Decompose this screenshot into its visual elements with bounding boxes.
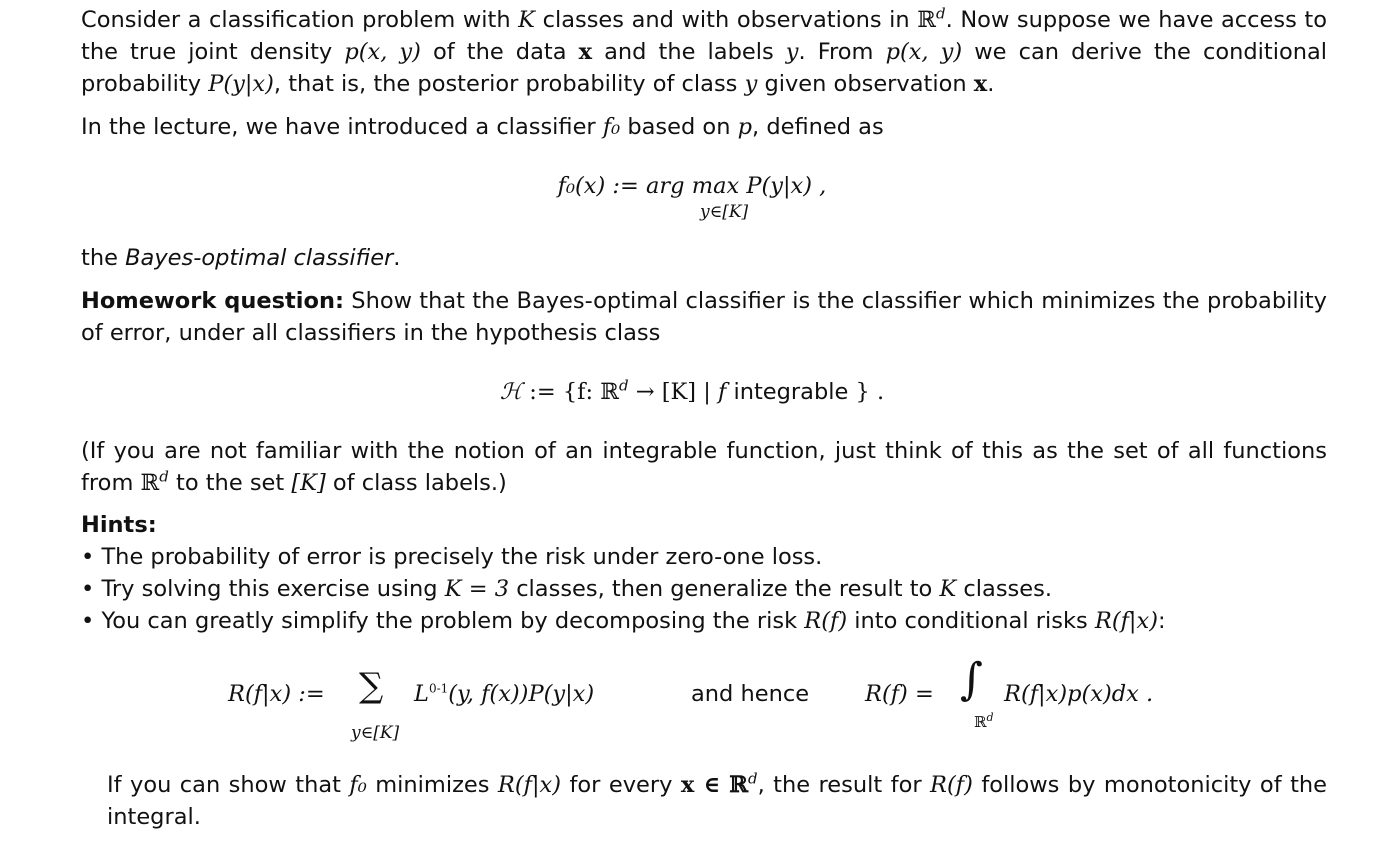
intro-text: of the data xyxy=(433,39,567,65)
intro-text: we can derive the conditional probability xyxy=(81,39,1328,97)
math-f: f xyxy=(717,379,727,405)
intro-text: , that is, the posterior probability of class xyxy=(273,71,738,97)
integral-symbol: ∫ xyxy=(960,654,983,705)
argmax-subscript: y∈[K] xyxy=(700,202,749,222)
math-joint-density: p(x, y) xyxy=(344,39,421,65)
intro-text: . From xyxy=(798,39,874,65)
math-risk: R(f) xyxy=(930,772,973,798)
hint-text: Try solving this exercise using xyxy=(101,576,438,602)
bullet-icon: • xyxy=(81,576,95,602)
hint-text: : xyxy=(1157,608,1166,634)
math-risk: R(f) xyxy=(804,608,848,634)
hint-item xyxy=(81,605,1166,637)
math-x: x xyxy=(973,71,988,97)
math-y: y xyxy=(744,71,758,97)
bayes-text: . xyxy=(393,245,401,271)
loss-label: 0-1 xyxy=(428,681,449,696)
intro-text: Consider a classification problem with xyxy=(81,7,511,33)
math-conditional-risk: R(f|x) xyxy=(1094,608,1158,634)
equation-bayes-classifier xyxy=(0,170,1384,202)
intro-text: . xyxy=(987,71,995,97)
equation-text: R(f) = xyxy=(865,681,934,707)
bayes-text: the xyxy=(81,245,118,271)
math-k: K xyxy=(939,576,957,602)
bullet-icon: • xyxy=(81,544,95,570)
math-hypothesis: ℋ xyxy=(499,379,523,405)
bayes-emphasis: Bayes-optimal classifier xyxy=(125,245,394,271)
closing-text: , the result for xyxy=(757,772,922,798)
closing-paragraph xyxy=(107,769,1327,833)
hint-text: classes, then generalize the result to xyxy=(516,576,933,602)
hint-item xyxy=(81,573,1052,605)
equation-word: integrable xyxy=(733,379,849,405)
math-k: [K] xyxy=(291,470,326,496)
lecture-text: , defined as xyxy=(752,114,884,140)
loss-symbol: L xyxy=(414,681,429,707)
equation-text: := {f: ℝ xyxy=(529,379,619,405)
math-conditional-risk: R(f|x) xyxy=(497,772,562,798)
closing-text: for every xyxy=(569,772,673,798)
equation-risk-decomposition xyxy=(228,654,1228,744)
math-d: d xyxy=(618,376,629,395)
math-reals: ℝ xyxy=(140,470,160,496)
note-text: to the set xyxy=(176,470,285,496)
math-d: d xyxy=(986,711,994,724)
math-reals: ℝ xyxy=(974,713,987,731)
hints-title xyxy=(81,509,1327,541)
hint-item xyxy=(81,541,822,573)
sum-subscript: y∈[K] xyxy=(351,723,400,743)
lecture-text: based on xyxy=(627,114,731,140)
note-text: (If you are not familiar with the notion of an integrable function, just think of this as the set of all functions from xyxy=(81,438,1327,496)
note-paragraph xyxy=(81,435,1327,499)
equation-text: R(f|x)p(x)dx . xyxy=(1004,681,1154,707)
intro-text: . Now suppose we have access to the xyxy=(81,7,1327,65)
equation-hypothesis-class xyxy=(0,376,1384,408)
bullet-icon: • xyxy=(81,608,95,634)
equation-text: f₀(x) := arg max P(y|x) , xyxy=(557,173,827,199)
math-y: y xyxy=(785,39,799,65)
homework-text: Show that the Bayes-optimal classifier is the classifier which minimizes the probability of error, under all classifiers in the hypothesis class xyxy=(81,288,1327,346)
lecture-paragraph xyxy=(81,111,1327,143)
intro-text: and the labels xyxy=(604,39,774,65)
hints-title-text: Hints: xyxy=(81,512,157,538)
math-p: p xyxy=(737,114,753,140)
math-x: x xyxy=(578,39,593,65)
homework-paragraph xyxy=(81,285,1327,349)
hint-text: The probability of error is precisely the risk under zero-one loss. xyxy=(101,544,823,570)
intro-text: true joint density xyxy=(130,39,333,65)
equation-text: → [K] | xyxy=(635,379,711,405)
hint-text: classes. xyxy=(963,576,1052,602)
equation-text: } . xyxy=(855,379,885,405)
sum-symbol: ∑ xyxy=(359,666,384,706)
closing-text: If you can show that xyxy=(107,772,341,798)
bayes-line xyxy=(81,242,1327,274)
equation-text: (y, f(x))P(y|x) xyxy=(448,681,595,707)
and-hence-text: and hence xyxy=(691,681,810,707)
loss-term xyxy=(414,678,594,710)
intro-text: classes and with observations in xyxy=(542,7,910,33)
intro-text: given observation xyxy=(764,71,967,97)
math-k: K xyxy=(518,7,535,33)
math-joint-density: p(x, y) xyxy=(885,39,963,65)
math-posterior: P(y|x) xyxy=(208,71,274,97)
math-x-in-rd: x ∈ ℝ xyxy=(680,772,748,798)
lecture-text: In the lecture, we have introduced a classifier xyxy=(81,114,596,140)
math-f0: f₀ xyxy=(602,114,621,140)
hint-text: You can greatly simplify the problem by decomposing the risk xyxy=(101,608,798,634)
math-d: d xyxy=(747,769,758,788)
closing-text: minimizes xyxy=(375,772,490,798)
homework-label: Homework question: xyxy=(81,288,344,314)
note-text: of class labels.) xyxy=(332,470,507,496)
hint-text: into conditional risks xyxy=(854,608,1088,634)
math-f0: f₀ xyxy=(349,772,367,798)
closing-text: follows by monotonicity of the integral. xyxy=(107,772,1327,830)
intro-paragraph xyxy=(81,4,1327,100)
integral-subscript xyxy=(974,706,994,738)
math-reals: ℝ xyxy=(917,7,936,33)
math-d: d xyxy=(936,4,946,23)
math-d: d xyxy=(159,467,169,486)
equation-text: R(f|x) := xyxy=(228,681,325,707)
math-k3: K = 3 xyxy=(444,576,510,602)
